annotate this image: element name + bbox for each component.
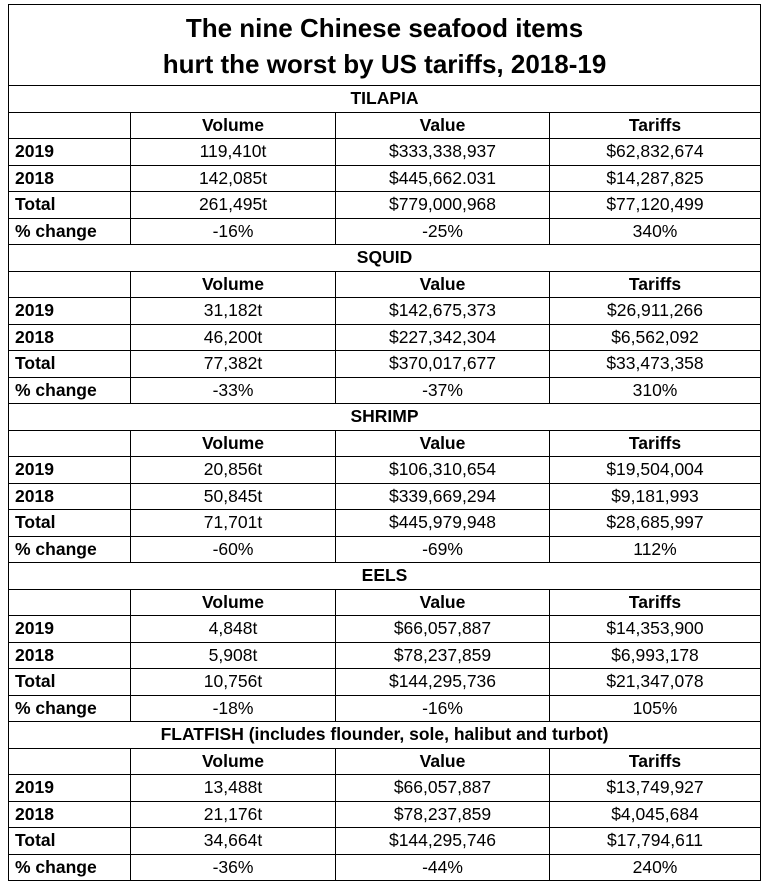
tariffs-cell: $77,120,499 [550, 192, 761, 219]
value-header: Value [336, 271, 550, 298]
page-title [9, 5, 761, 86]
tariffs-cell: 340% [550, 218, 761, 245]
row-label: Total [9, 828, 131, 855]
tariffs-cell: $14,353,900 [550, 616, 761, 643]
value-cell: $779,000,968 [336, 192, 550, 219]
data-table [8, 4, 761, 881]
volume-cell: 119,410t [131, 139, 336, 166]
row-label: 2018 [9, 483, 131, 510]
volume-cell: 46,200t [131, 324, 336, 351]
tariffs-cell: $19,504,004 [550, 457, 761, 484]
tariffs-cell: $13,749,927 [550, 775, 761, 802]
table-row [9, 536, 761, 563]
header-row [9, 271, 761, 298]
volume-cell: 142,085t [131, 165, 336, 192]
volume-cell: 21,176t [131, 801, 336, 828]
table-row [9, 457, 761, 484]
tariffs-cell: $21,347,078 [550, 669, 761, 696]
volume-cell: 34,664t [131, 828, 336, 855]
volume-cell: 77,382t [131, 351, 336, 378]
tariffs-cell: $9,181,993 [550, 483, 761, 510]
volume-cell: 10,756t [131, 669, 336, 696]
row-label: % change [9, 218, 131, 245]
table-row [9, 218, 761, 245]
row-label: Total [9, 510, 131, 537]
row-label: 2019 [9, 298, 131, 325]
table-row [9, 801, 761, 828]
volume-header: Volume [131, 589, 336, 616]
tariffs-cell: $6,993,178 [550, 642, 761, 669]
row-label: Total [9, 351, 131, 378]
tariffs-cell: 112% [550, 536, 761, 563]
table-row [9, 669, 761, 696]
table-row [9, 324, 761, 351]
table-row [9, 377, 761, 404]
volume-cell: 5,908t [131, 642, 336, 669]
row-label: 2019 [9, 775, 131, 802]
blank-header [9, 748, 131, 775]
value-cell: -69% [336, 536, 550, 563]
volume-cell: -18% [131, 695, 336, 722]
header-row [9, 589, 761, 616]
volume-header: Volume [131, 430, 336, 457]
row-label: 2018 [9, 801, 131, 828]
row-label: 2019 [9, 139, 131, 166]
table-row [9, 139, 761, 166]
tariffs-header: Tariffs [550, 271, 761, 298]
row-label: % change [9, 536, 131, 563]
value-cell: $142,675,373 [336, 298, 550, 325]
header-row [9, 748, 761, 775]
seafood-tariff-table [8, 4, 760, 881]
table-row [9, 510, 761, 537]
table-row [9, 192, 761, 219]
tariffs-cell: 240% [550, 854, 761, 881]
value-cell: $66,057,887 [336, 775, 550, 802]
tariffs-header: Tariffs [550, 112, 761, 139]
volume-cell: 31,182t [131, 298, 336, 325]
section-row [9, 722, 761, 749]
volume-cell: 13,488t [131, 775, 336, 802]
tariffs-cell: $14,287,825 [550, 165, 761, 192]
tariffs-header: Tariffs [550, 430, 761, 457]
section-row [9, 404, 761, 431]
section-title: EELS [9, 563, 761, 590]
volume-cell: -60% [131, 536, 336, 563]
volume-header: Volume [131, 748, 336, 775]
row-label: % change [9, 695, 131, 722]
row-label: Total [9, 669, 131, 696]
blank-header [9, 271, 131, 298]
table-row [9, 483, 761, 510]
value-header: Value [336, 112, 550, 139]
row-label: 2018 [9, 324, 131, 351]
value-cell: $144,295,736 [336, 669, 550, 696]
section-row [9, 245, 761, 272]
blank-header [9, 589, 131, 616]
value-cell: -25% [336, 218, 550, 245]
tariffs-cell: $33,473,358 [550, 351, 761, 378]
volume-cell: -36% [131, 854, 336, 881]
tariffs-cell: $26,911,266 [550, 298, 761, 325]
volume-cell: 261,495t [131, 192, 336, 219]
table-row [9, 854, 761, 881]
table-row [9, 616, 761, 643]
header-row [9, 430, 761, 457]
section-row [9, 86, 761, 113]
tariffs-cell: 310% [550, 377, 761, 404]
tariffs-cell: $17,794,611 [550, 828, 761, 855]
title-line-2: hurt the worst by US tariffs, 2018-19 [162, 49, 607, 79]
table-row [9, 351, 761, 378]
value-header: Value [336, 589, 550, 616]
volume-cell: 71,701t [131, 510, 336, 537]
section-title: SQUID [9, 245, 761, 272]
row-label: % change [9, 377, 131, 404]
value-cell: $370,017,677 [336, 351, 550, 378]
tariffs-header: Tariffs [550, 748, 761, 775]
value-cell: $144,295,746 [336, 828, 550, 855]
value-cell: -16% [336, 695, 550, 722]
volume-cell: 4,848t [131, 616, 336, 643]
table-row [9, 642, 761, 669]
section-title: SHRIMP [9, 404, 761, 431]
value-cell: $445,979,948 [336, 510, 550, 537]
table-row [9, 775, 761, 802]
table-row [9, 165, 761, 192]
row-label: 2019 [9, 616, 131, 643]
value-cell: -37% [336, 377, 550, 404]
value-cell: $66,057,887 [336, 616, 550, 643]
volume-cell: 20,856t [131, 457, 336, 484]
tariffs-cell: $6,562,092 [550, 324, 761, 351]
value-cell: -44% [336, 854, 550, 881]
row-label: 2018 [9, 642, 131, 669]
value-cell: $227,342,304 [336, 324, 550, 351]
value-cell: $78,237,859 [336, 642, 550, 669]
tariffs-header: Tariffs [550, 589, 761, 616]
volume-cell: 50,845t [131, 483, 336, 510]
volume-header: Volume [131, 112, 336, 139]
header-row [9, 112, 761, 139]
value-header: Value [336, 430, 550, 457]
volume-cell: -16% [131, 218, 336, 245]
table-row [9, 828, 761, 855]
table-row [9, 298, 761, 325]
value-header: Value [336, 748, 550, 775]
volume-header: Volume [131, 271, 336, 298]
tariffs-cell: $28,685,997 [550, 510, 761, 537]
value-cell: $78,237,859 [336, 801, 550, 828]
value-cell: $333,338,937 [336, 139, 550, 166]
tariffs-cell: $4,045,684 [550, 801, 761, 828]
row-label: 2019 [9, 457, 131, 484]
volume-cell: -33% [131, 377, 336, 404]
value-cell: $445,662.031 [336, 165, 550, 192]
table-row [9, 695, 761, 722]
value-cell: $339,669,294 [336, 483, 550, 510]
blank-header [9, 112, 131, 139]
row-label: Total [9, 192, 131, 219]
blank-header [9, 430, 131, 457]
title-row [9, 5, 761, 86]
tariffs-cell: $62,832,674 [550, 139, 761, 166]
row-label: % change [9, 854, 131, 881]
row-label: 2018 [9, 165, 131, 192]
section-title: FLATFISH (includes flounder, sole, halibut and turbot) [9, 722, 761, 749]
section-row [9, 563, 761, 590]
title-line-1: The nine Chinese seafood items [185, 13, 584, 43]
tariffs-cell: 105% [550, 695, 761, 722]
value-cell: $106,310,654 [336, 457, 550, 484]
section-title: TILAPIA [9, 86, 761, 113]
